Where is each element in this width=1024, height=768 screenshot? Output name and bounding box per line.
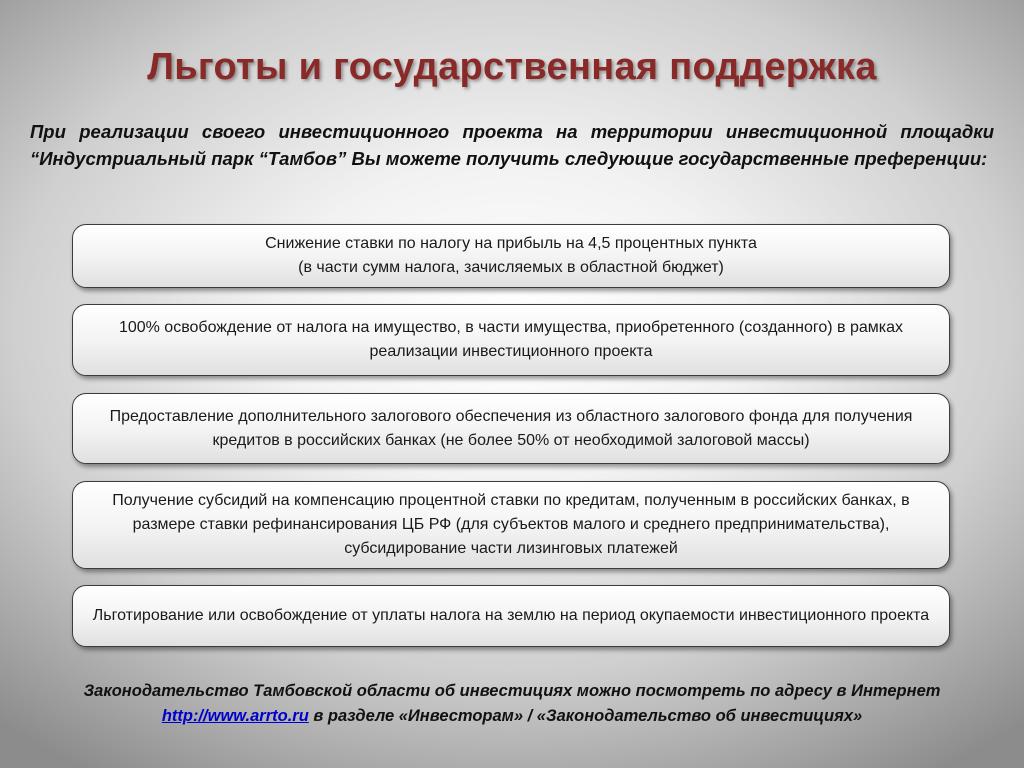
benefit-text: Предоставление дополнительного залогового обеспечения из областного залогового фонда для получения кредитов в российских банках (не более 50% от необходимой залоговой массы)	[109, 407, 913, 449]
benefit-box-profit-tax	[72, 224, 950, 288]
arrto-link[interactable]: http://www.arrto.ru	[161, 707, 309, 725]
footer-line-2	[0, 704, 1024, 729]
benefit-text-line: Снижение ставки по налогу на прибыль на 4,5 процентных пункта	[265, 235, 757, 252]
intro-paragraph: При реализации своего инвестиционного проекта на территории инвестиционной площадки “Индустриальный парк “Тамбов” Вы можете получить следующие государственные преференции:	[30, 121, 994, 169]
benefit-text: 100% освобождение от налога на имущество, в части имущества, приобретенного (созданного) в рамках реализации инвестиционного проекта	[118, 319, 904, 360]
benefit-box-subsidies	[72, 481, 950, 569]
benefit-box-property-tax	[72, 304, 950, 376]
footer-line-2-text: в разделе «Инвесторам» / «Законодательство об инвестициях»	[308, 707, 863, 725]
benefit-box-collateral	[72, 393, 950, 464]
footer-note	[0, 679, 1024, 729]
benefit-text: Получение субсидий на компенсацию процентной ставки по кредитам, полученным в российских банках, в размере ставки рефинансирования ЦБ РФ (для субъектов малого и среднего предпринимательства), субсидирование части лизинговых платежей	[112, 492, 910, 557]
page-title: Льготы и государственная поддержка	[147, 46, 877, 88]
benefit-text-line: (в части сумм налога, зачисляемых в областной бюджет)	[298, 259, 724, 276]
footer-line-1: Законодательство Тамбовской области об инвестициях можно посмотреть по адресу в Интернет	[83, 682, 941, 700]
benefit-box-land-tax	[72, 585, 950, 647]
benefit-text: Льготирование или освобождение от уплаты налога на землю на период окупаемости инвестиционного проекта	[92, 607, 930, 624]
